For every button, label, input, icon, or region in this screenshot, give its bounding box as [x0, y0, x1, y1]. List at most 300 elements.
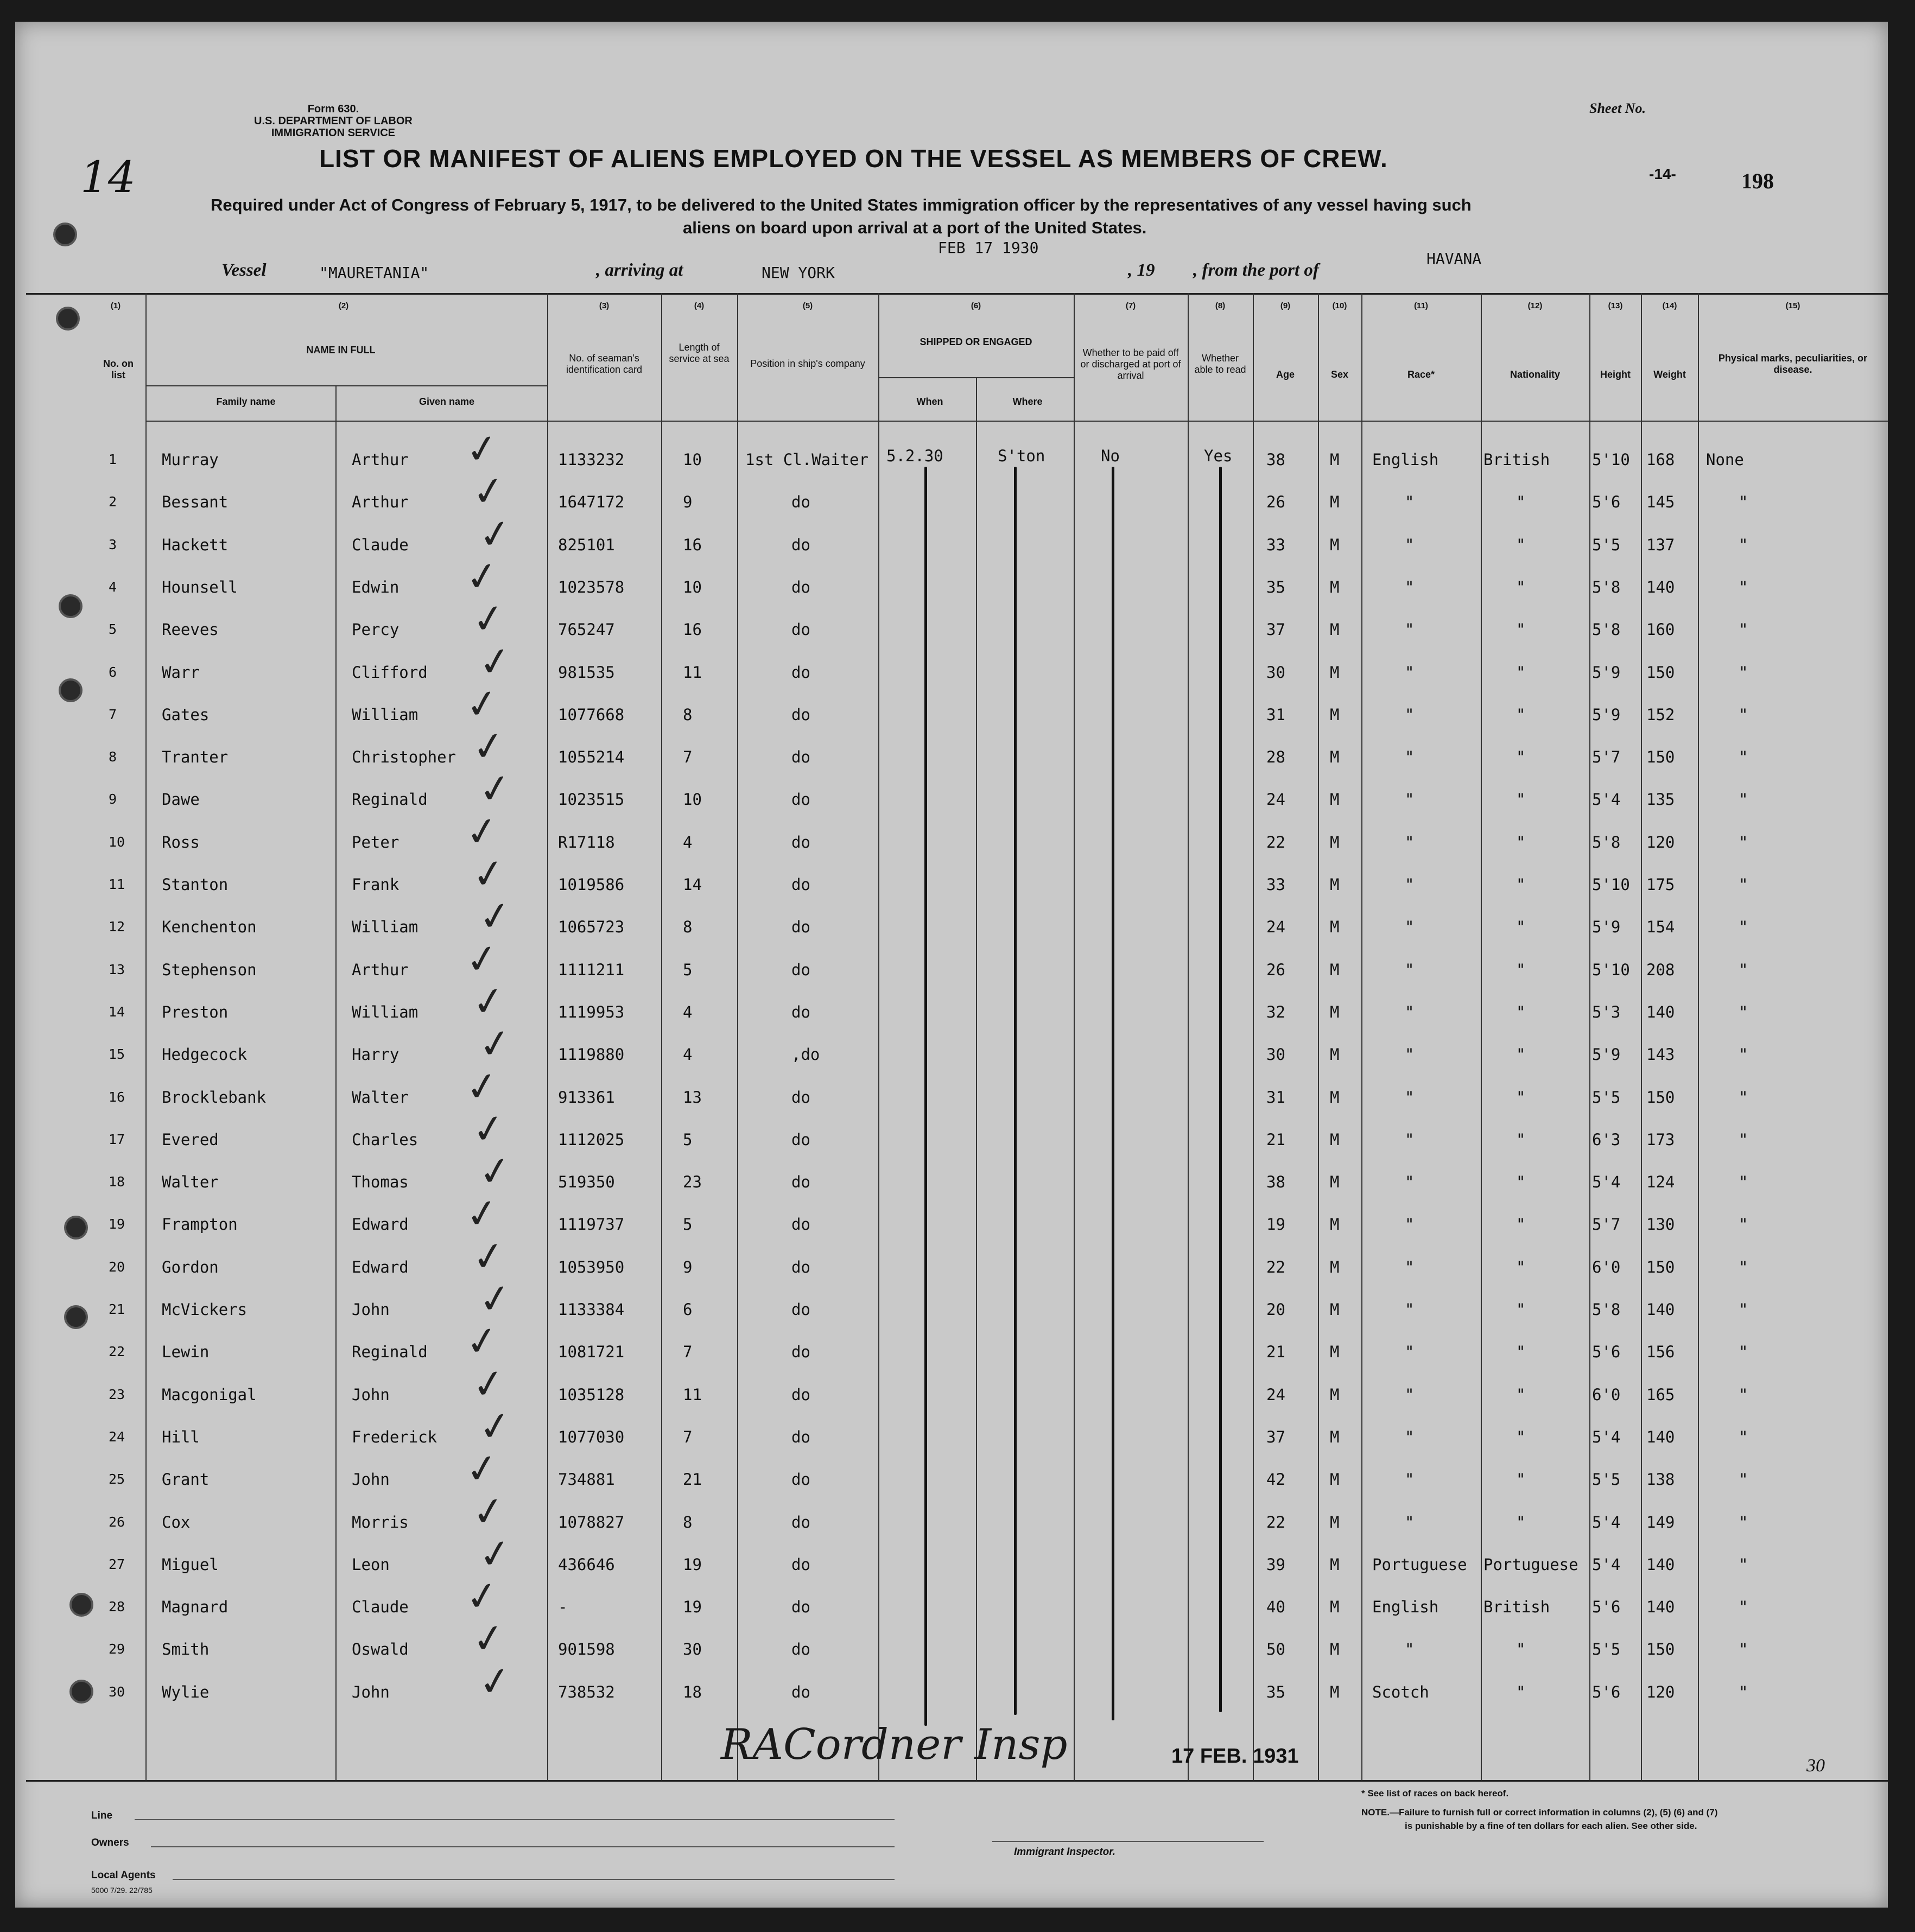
row-number: 15: [109, 1046, 125, 1063]
cell-given: Frank: [352, 875, 400, 894]
col-divider: [1074, 293, 1075, 1780]
cell-age: 40: [1266, 1598, 1285, 1617]
form-number: Form 630.: [307, 103, 359, 115]
cell-family: Walter: [162, 1173, 219, 1192]
cell-ht: 5'7: [1592, 748, 1621, 767]
cell-age: 24: [1266, 790, 1285, 809]
inspector-signature: RACordner Insp: [721, 1720, 1068, 1769]
cell-family: Stanton: [162, 875, 229, 894]
cell-sex: M: [1330, 1385, 1340, 1404]
col-number: (9): [1280, 301, 1291, 310]
cell-ht: 5'3: [1592, 1002, 1621, 1021]
cell-wt: 154: [1646, 918, 1675, 937]
col-number: (1): [110, 301, 121, 310]
footnote-races: * See list of races on back hereof.: [1361, 1788, 1509, 1798]
cell-marks: ": [1739, 1088, 1748, 1107]
cell-ht: 5'5: [1592, 1640, 1621, 1659]
binder-hole: [64, 1305, 88, 1329]
cell-marks: ": [1739, 493, 1748, 512]
header-physical-marks: Physical marks, peculiarities, or disease.: [1718, 353, 1868, 375]
cell-age: 26: [1266, 493, 1285, 512]
cell-nat: ": [1516, 1470, 1526, 1489]
cell-len: 10: [683, 790, 702, 809]
row-number: 4: [109, 579, 117, 595]
row-number: 20: [109, 1259, 125, 1275]
cell-given: Frederick: [352, 1427, 437, 1446]
cell-age: 22: [1266, 1257, 1285, 1276]
cell-id: 1077030: [558, 1427, 625, 1446]
cell-wt: 135: [1646, 790, 1675, 809]
cell-wt: 140: [1646, 1555, 1675, 1574]
cell-age: 28: [1266, 748, 1285, 767]
cell-id: 1035128: [558, 1385, 625, 1404]
cell-sex: M: [1330, 832, 1340, 851]
department: U.S. DEPARTMENT OF LABOR: [254, 115, 413, 127]
col-divider: [737, 293, 738, 1780]
row-number: 19: [109, 1216, 125, 1232]
cell-marks: ": [1739, 1215, 1748, 1234]
col-divider: [1641, 293, 1642, 1780]
header-age: Age: [1276, 369, 1295, 380]
cell-nat: ": [1516, 748, 1526, 767]
cell-race: ": [1405, 748, 1415, 767]
cell-nat: British: [1483, 450, 1550, 469]
cell-wt: 124: [1646, 1173, 1675, 1192]
cell-marks: ": [1739, 1470, 1748, 1489]
cell-id: 1023578: [558, 577, 625, 596]
cell-wt: 150: [1646, 1088, 1675, 1107]
footnote-penalty-1: NOTE.—Failure to furnish full or correct information in columns (2), (5) (6) and (7): [1361, 1807, 1718, 1817]
cell-family: Kenchenton: [162, 918, 257, 937]
cell-family: Murray: [162, 450, 219, 469]
col-number: (10): [1332, 301, 1347, 310]
cell-age: 39: [1266, 1555, 1285, 1574]
cell-race: ": [1405, 1385, 1415, 1404]
sheet-mark: -14-: [1649, 166, 1676, 182]
check-mark-icon: ✓: [475, 1019, 515, 1069]
table-top-rule: [26, 293, 1888, 295]
cell-given: Reginald: [352, 1343, 428, 1362]
binder-hole: [56, 307, 80, 331]
cell-given: Arthur: [352, 493, 409, 512]
header-shipped-engaged: SHIPPED OR ENGAGED: [920, 336, 1032, 347]
header-paid-off: Whether to be paid off or discharged at port of arrival: [1080, 347, 1181, 381]
cell-wt: 173: [1646, 1130, 1675, 1149]
cell-id: 1081721: [558, 1343, 625, 1362]
vessel-label: Vessel: [221, 260, 267, 280]
cell-age: 21: [1266, 1343, 1285, 1362]
cell-age: 19: [1266, 1215, 1285, 1234]
row-number: 25: [109, 1471, 125, 1488]
cell-family: Macgonigal: [162, 1385, 257, 1404]
cell-nat: ": [1516, 1343, 1526, 1362]
cell-marks: ": [1739, 577, 1748, 596]
cell-ht: 6'3: [1592, 1130, 1621, 1149]
cell-ht: 5'6: [1592, 1598, 1621, 1617]
cell-family: Miguel: [162, 1555, 219, 1574]
cell-race: ": [1405, 620, 1415, 639]
sheet-no-label: Sheet No.: [1589, 100, 1646, 116]
cell-race: ": [1405, 493, 1415, 512]
cell-id: 1019586: [558, 875, 625, 894]
cell-ht: 5'6: [1592, 1343, 1621, 1362]
footer-owners-label: Owners: [91, 1837, 129, 1848]
cell-given: Claude: [352, 535, 409, 554]
cell-wt: 140: [1646, 577, 1675, 596]
cell-wt: 120: [1646, 1682, 1675, 1701]
cell-len: 5: [683, 1215, 693, 1234]
cell-marks: ": [1739, 1427, 1748, 1446]
cell-given: Percy: [352, 620, 400, 639]
col-number: (3): [599, 301, 610, 310]
cell-id: R17118: [558, 832, 615, 851]
header-nationality: Nationality: [1510, 369, 1560, 380]
year-label: , 19: [1128, 260, 1155, 280]
row-number: 27: [109, 1556, 125, 1572]
cell-id: 1133384: [558, 1300, 625, 1319]
cell-len: 7: [683, 1343, 693, 1362]
cell-len: 30: [683, 1640, 702, 1659]
cell-id: 1133232: [558, 450, 625, 469]
cell-pos: do: [791, 663, 810, 682]
col-divider: [1188, 293, 1189, 1780]
check-mark-icon: ✓: [469, 1231, 508, 1281]
cell-marks: ": [1739, 1598, 1748, 1617]
col-number: (5): [802, 301, 813, 310]
cell-wt: 140: [1646, 1002, 1675, 1021]
cell-id: 1023515: [558, 790, 625, 809]
cell-given: Morris: [352, 1512, 409, 1531]
cell-ht: 5'8: [1592, 832, 1621, 851]
cell-len: 7: [683, 748, 693, 767]
cell-id: 519350: [558, 1173, 615, 1192]
cell-sex: M: [1330, 1598, 1340, 1617]
row-number: 30: [109, 1683, 125, 1700]
cell-marks: ": [1739, 748, 1748, 767]
cell-id: 981535: [558, 663, 615, 682]
cell-age: 20: [1266, 1300, 1285, 1319]
cell-pos: do: [791, 1385, 810, 1404]
cell-wt: 175: [1646, 875, 1675, 894]
cell-nat: ": [1516, 1300, 1526, 1319]
cell-family: Gates: [162, 705, 210, 724]
col-divider: [335, 385, 337, 1780]
cell-id: 1112025: [558, 1130, 625, 1149]
cell-ht: 5'4: [1592, 1427, 1621, 1446]
check-mark-icon: ✓: [475, 509, 515, 559]
cell-sex: M: [1330, 918, 1340, 937]
cell-sex: M: [1330, 1555, 1340, 1574]
cell-marks: ": [1739, 1640, 1748, 1659]
cell-pos: do: [791, 1300, 810, 1319]
cell-pos: do: [791, 875, 810, 894]
cell-nat: ": [1516, 493, 1526, 512]
row-number: 1: [109, 452, 117, 467]
cell-family: Warr: [162, 663, 200, 682]
cell-pos: do: [791, 1640, 810, 1659]
cell-len: 4: [683, 1045, 693, 1064]
cell-len: 8: [683, 705, 693, 724]
cell-sex: M: [1330, 1343, 1340, 1362]
cell-marks: ": [1739, 1173, 1748, 1192]
cell-given: Claude: [352, 1598, 409, 1617]
cell-nat: British: [1483, 1598, 1550, 1617]
cell-race: ": [1405, 1640, 1415, 1659]
cell-nat: ": [1516, 1512, 1526, 1531]
cell-family: Hill: [162, 1427, 200, 1446]
check-mark-icon: ✓: [462, 1061, 502, 1111]
cell-race: ": [1405, 875, 1415, 894]
binder-hole: [53, 223, 77, 246]
cell-given: Arthur: [352, 450, 409, 469]
cell-ht: 5'7: [1592, 1215, 1621, 1234]
check-mark-icon: ✓: [469, 1104, 508, 1154]
cell-age: 33: [1266, 875, 1285, 894]
row-number: 28: [109, 1599, 125, 1615]
row-number: 11: [109, 876, 125, 892]
cell-len: 19: [683, 1555, 702, 1574]
cell-marks: ": [1739, 832, 1748, 851]
cell-family: Stephenson: [162, 960, 257, 979]
cell-ht: 5'8: [1592, 1300, 1621, 1319]
table-bottom-rule: [26, 1780, 1888, 1782]
cell-wt: 152: [1646, 705, 1675, 724]
check-mark-icon: ✓: [475, 1529, 515, 1579]
row-number: 22: [109, 1344, 125, 1360]
cell-race: English: [1372, 1598, 1439, 1617]
cell-ht: 5'4: [1592, 1555, 1621, 1574]
cell-len: 5: [683, 1130, 693, 1149]
cell-wt: 138: [1646, 1470, 1675, 1489]
col-divider: [1318, 293, 1319, 1780]
row-number: 13: [109, 961, 125, 977]
cell-wt: 149: [1646, 1512, 1675, 1531]
cell-ht: 5'9: [1592, 1045, 1621, 1064]
cell-id: 734881: [558, 1470, 615, 1489]
row-number: 7: [109, 706, 117, 722]
cell-family: Bessant: [162, 493, 229, 512]
row-number: 12: [109, 919, 125, 935]
cell-sex: M: [1330, 1640, 1340, 1659]
cell-pos: do: [791, 1130, 810, 1149]
check-mark-icon: ✓: [469, 1486, 508, 1536]
cell-wt: 140: [1646, 1598, 1675, 1617]
cell-id: 1119880: [558, 1045, 625, 1064]
cell-race: ": [1405, 1343, 1415, 1362]
cell-pos: 1st Cl.Waiter: [745, 450, 868, 469]
cell-given: William: [352, 705, 418, 724]
check-mark-icon: ✓: [469, 594, 508, 644]
col-divider: [145, 293, 147, 1780]
cell-family: Frampton: [162, 1215, 238, 1234]
cell-race: ": [1405, 1427, 1415, 1446]
cell-marks: ": [1739, 1555, 1748, 1574]
cell-race: ": [1405, 832, 1415, 851]
form-label: [254, 103, 413, 139]
cell-race: ": [1405, 790, 1415, 809]
cell-family: Smith: [162, 1640, 210, 1659]
check-mark-icon: ✓: [462, 1189, 502, 1239]
cell-wt: 140: [1646, 1300, 1675, 1319]
cell-marks: ": [1739, 1343, 1748, 1362]
cell-ht: 5'6: [1592, 1682, 1621, 1701]
cell-ht: 5'5: [1592, 1088, 1621, 1107]
check-mark-icon: ✓: [462, 933, 502, 984]
cell-pos: do: [791, 577, 810, 596]
cell-given: Clifford: [352, 663, 428, 682]
cell-len: 4: [683, 832, 693, 851]
cell-nat: Portuguese: [1483, 1555, 1578, 1574]
cell-sex: M: [1330, 1045, 1340, 1064]
row-number: 16: [109, 1089, 125, 1105]
cell-family: Brocklebank: [162, 1088, 267, 1107]
cell-sex: M: [1330, 1002, 1340, 1021]
cell-sex: M: [1330, 790, 1340, 809]
cell-ht: 5'4: [1592, 1512, 1621, 1531]
cell-race: ": [1405, 1257, 1415, 1276]
cell-ht: 5'4: [1592, 790, 1621, 809]
check-mark-icon: ✓: [475, 1146, 515, 1196]
cell-wt: 143: [1646, 1045, 1675, 1064]
cell-sex: M: [1330, 620, 1340, 639]
cell-marks: ": [1739, 960, 1748, 979]
cell-nat: ": [1516, 918, 1526, 937]
cell-age: 21: [1266, 1130, 1285, 1149]
col-divider: [1589, 293, 1590, 1780]
col-number: (12): [1527, 301, 1543, 310]
cell-pos: do: [791, 1002, 810, 1021]
cell-family: Dawe: [162, 790, 200, 809]
check-mark-icon: ✓: [475, 1401, 515, 1451]
cell-pos: do: [791, 918, 810, 937]
cell-ht: 5'9: [1592, 918, 1621, 937]
cell-nat: ": [1516, 1427, 1526, 1446]
cell-marks: ": [1739, 1512, 1748, 1531]
row-number: 14: [109, 1003, 125, 1020]
cell-marks: ": [1739, 1002, 1748, 1021]
subtitle-line-1: Required under Act of Congress of February 5, 1917, to be delivered to the United States immigration officer by the representatives of any vessel having such: [211, 195, 1472, 214]
cell-ht: 5'10: [1592, 875, 1630, 894]
cell-sex: M: [1330, 1427, 1340, 1446]
row-1-where: S'ton: [998, 447, 1045, 465]
cell-given: John: [352, 1300, 390, 1319]
cell-sex: M: [1330, 1682, 1340, 1701]
cell-sex: M: [1330, 577, 1340, 596]
cell-pos: do: [791, 1427, 810, 1446]
cell-age: 37: [1266, 1427, 1285, 1446]
check-mark-icon: ✓: [469, 466, 508, 517]
cell-nat: ": [1516, 1173, 1526, 1192]
cell-age: 30: [1266, 1045, 1285, 1064]
row-1-when: 5.2.30: [886, 447, 943, 465]
cell-race: ": [1405, 535, 1415, 554]
cell-len: 4: [683, 1002, 693, 1021]
cell-race: ": [1405, 1088, 1415, 1107]
cell-family: Grant: [162, 1470, 210, 1489]
cell-id: 825101: [558, 535, 615, 554]
table-header-rule: [145, 421, 1888, 422]
cell-ht: 5'8: [1592, 577, 1621, 596]
cell-nat: ": [1516, 1002, 1526, 1021]
cell-wt: 145: [1646, 493, 1675, 512]
col-number: (4): [694, 301, 705, 310]
col-divider: [1361, 293, 1362, 1780]
cell-family: Gordon: [162, 1257, 219, 1276]
col-number: (15): [1785, 301, 1800, 310]
row-number: 6: [109, 664, 117, 680]
cell-nat: ": [1516, 1045, 1526, 1064]
check-mark-icon: ✓: [462, 806, 502, 856]
cell-nat: ": [1516, 1257, 1526, 1276]
cell-pos: do: [791, 1173, 810, 1192]
cell-wt: 168: [1646, 450, 1675, 469]
check-mark-icon: ✓: [462, 1316, 502, 1367]
cell-wt: 150: [1646, 748, 1675, 767]
cell-sex: M: [1330, 1257, 1340, 1276]
cell-pos: do: [791, 620, 810, 639]
row-number: 8: [109, 749, 117, 765]
cell-given: Edwin: [352, 577, 400, 596]
col-divider: [976, 377, 977, 1780]
cell-ht: 5'9: [1592, 663, 1621, 682]
cell-given: John: [352, 1385, 390, 1404]
cell-given: Edward: [352, 1257, 409, 1276]
cell-ht: 5'6: [1592, 493, 1621, 512]
cell-sex: M: [1330, 705, 1340, 724]
cell-given: John: [352, 1682, 390, 1701]
page-title: LIST OR MANIFEST OF ALIENS EMPLOYED ON THE VESSEL AS MEMBERS OF CREW.: [319, 144, 1388, 173]
vessel-name: "MAURETANIA": [319, 264, 429, 282]
check-mark-icon: ✓: [462, 1571, 502, 1621]
cell-ht: 6'0: [1592, 1257, 1621, 1276]
cell-wt: 165: [1646, 1385, 1675, 1404]
row-number: 21: [109, 1301, 125, 1317]
binder-hole: [69, 1680, 93, 1704]
cell-marks: ": [1739, 1257, 1748, 1276]
cell-marks: ": [1739, 663, 1748, 682]
cell-sex: M: [1330, 493, 1340, 512]
row-number: 17: [109, 1131, 125, 1147]
cell-id: 913361: [558, 1088, 615, 1107]
cell-age: 35: [1266, 577, 1285, 596]
ditto-line-paid-off: [1112, 467, 1114, 1720]
cell-race: ": [1405, 577, 1415, 596]
check-mark-icon: ✓: [475, 891, 515, 942]
from-label: , from the port of: [1193, 260, 1319, 280]
col-divider: [1481, 293, 1482, 1780]
cell-len: 19: [683, 1598, 702, 1617]
cell-pos: do: [791, 748, 810, 767]
cell-family: Hackett: [162, 535, 229, 554]
from-port: HAVANA: [1426, 250, 1482, 268]
row-1-able-read: Yes: [1204, 447, 1233, 465]
cell-len: 7: [683, 1427, 693, 1446]
cell-race: ": [1405, 705, 1415, 724]
cell-given: Thomas: [352, 1173, 409, 1192]
binder-hole: [69, 1593, 93, 1617]
cell-wt: 150: [1646, 663, 1675, 682]
cell-wt: 137: [1646, 535, 1675, 554]
cell-len: 10: [683, 577, 702, 596]
cell-race: English: [1372, 450, 1439, 469]
col-divider: [1698, 293, 1699, 1780]
cell-nat: ": [1516, 705, 1526, 724]
cell-marks: ": [1739, 705, 1748, 724]
cell-age: 35: [1266, 1682, 1285, 1701]
footnote-penalty-2: is punishable by a fine of ten dollars for each alien. See other side.: [1405, 1821, 1697, 1831]
cell-nat: ": [1516, 1640, 1526, 1659]
cell-ht: 5'8: [1592, 620, 1621, 639]
